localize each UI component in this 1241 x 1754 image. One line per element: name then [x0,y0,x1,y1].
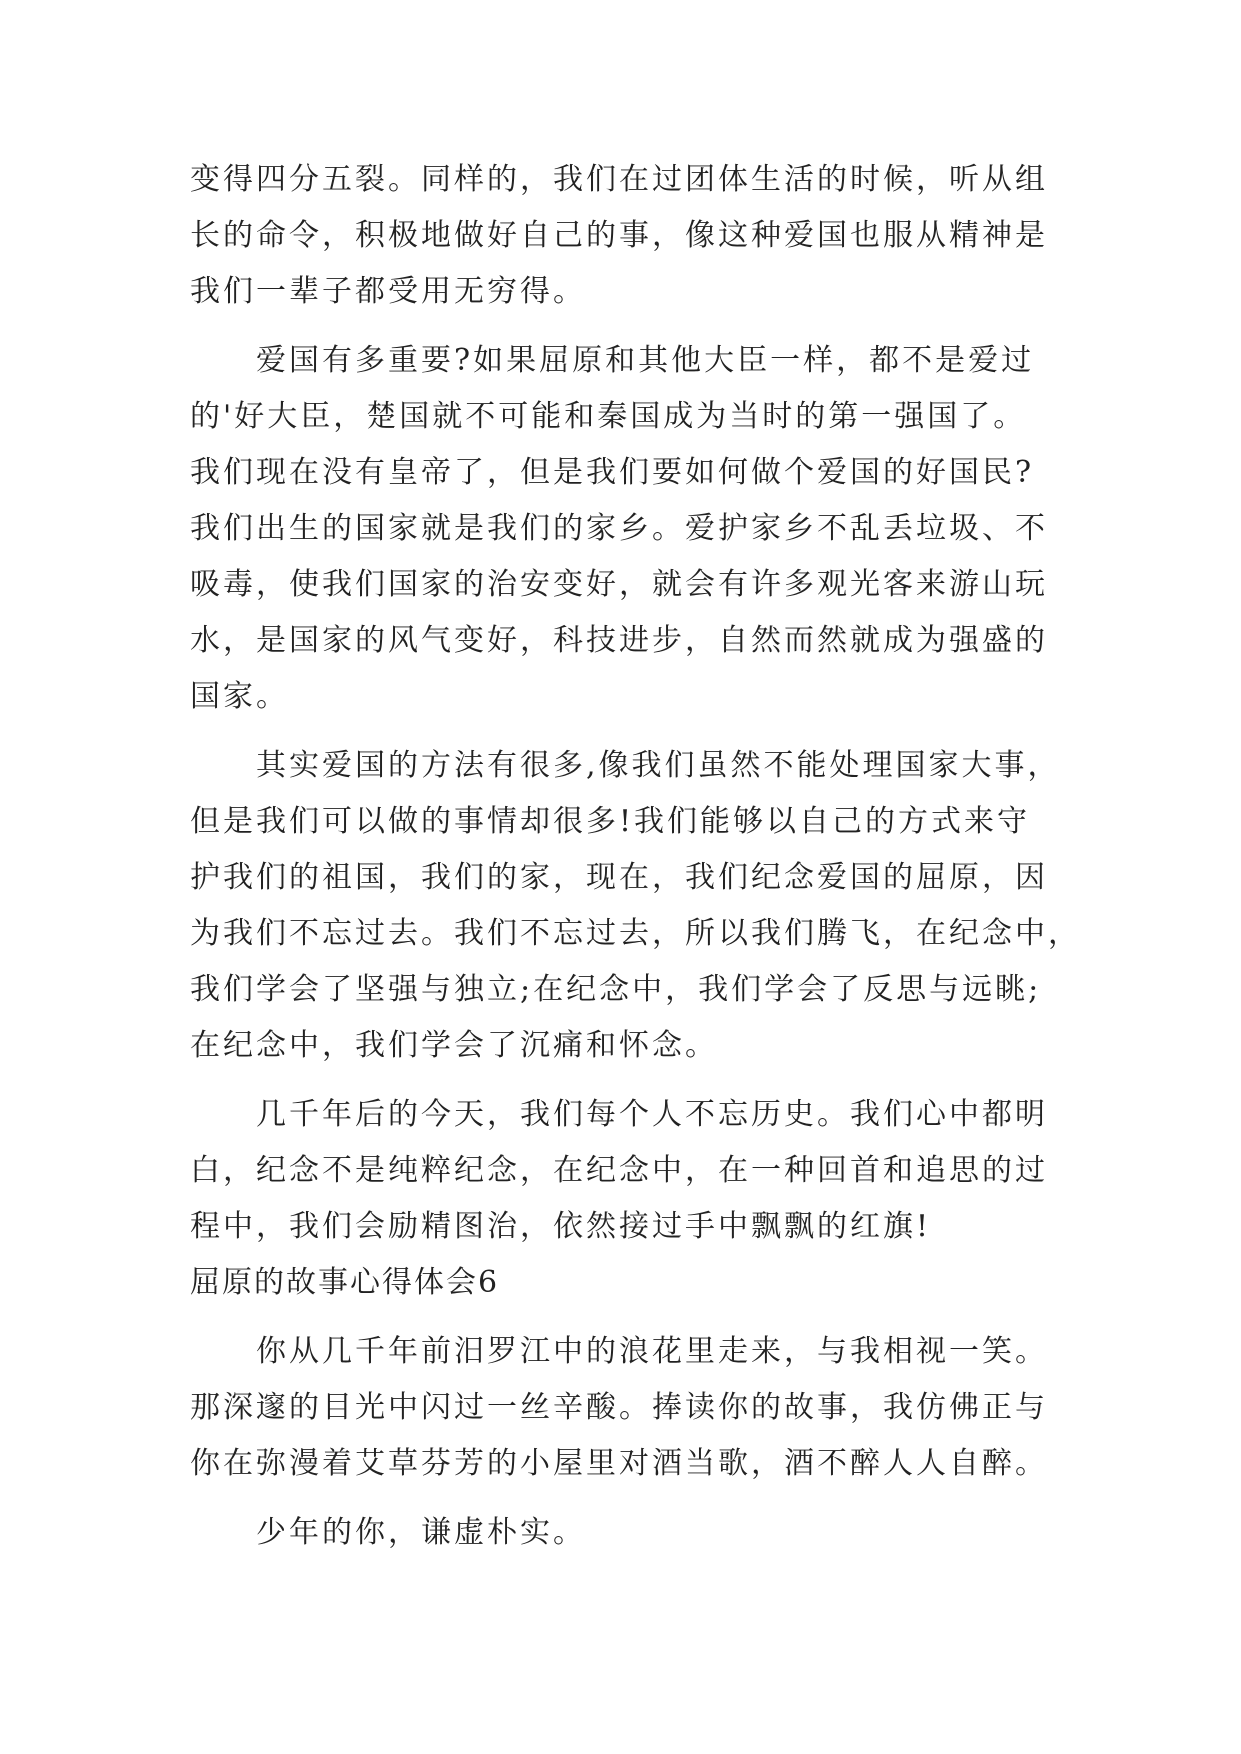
text-line: 为我们不忘过去。我们不忘过去，所以我们腾飞，在纪念中， [190,916,1081,951]
paragraph-start-line: 你从几千年前汨罗江中的浪花里走来，与我相视一笑。 [256,1334,1048,1369]
text-line: 长的命令，积极地做好自己的事，像这种爱国也服从精神是 [190,218,1048,253]
text-line: 在纪念中，我们学会了沉痛和怀念。 [190,1028,718,1063]
section-heading: 屈原的故事心得体会6 [190,1265,500,1300]
text-line: 吸毒，使我们国家的治安变好，就会有许多观光客来游山玩 [190,567,1048,602]
text-line: 护我们的祖国，我们的家，现在，我们纪念爱国的屈原，因 [190,860,1048,895]
text-line: 国家。 [190,679,289,714]
paragraph-start-line: 爱国有多重要?如果屈原和其他大臣一样，都不是爱过 [256,343,1035,378]
text-line: 我们出生的国家就是我们的家乡。爱护家乡不乱丢垃圾、不 [190,511,1048,546]
paragraph-start-line: 少年的你，谦虚朴实。 [256,1515,586,1550]
text-line: 那深邃的目光中闪过一丝辛酸。捧读你的故事，我仿佛正与 [190,1390,1048,1425]
text-line: 我们现在没有皇帝了，但是我们要如何做个爱国的好国民? [190,455,1035,490]
text-line: 白，纪念不是纯粹纪念，在纪念中，在一种回首和追思的过 [190,1153,1048,1188]
text-line: 变得四分五裂。同样的，我们在过团体生活的时候，听从组 [190,162,1048,197]
text-line: 你在弥漫着艾草芬芳的小屋里对酒当歌，酒不醉人人自醉。 [190,1446,1048,1481]
text-line: 的'好大臣，楚国就不可能和秦国成为当时的第一强国了。 [190,399,1027,434]
text-line: 我们一辈子都受用无穷得。 [190,274,586,309]
paragraph-start-line: 其实爱国的方法有很多,像我们虽然不能处理国家大事， [256,748,1061,783]
document-body [190,152,1081,1561]
text-line: 水，是国家的风气变好，科技进步，自然而然就成为强盛的 [190,623,1048,658]
text-line: 但是我们可以做的事情却很多!我们能够以自己的方式来守 [190,804,1031,839]
paragraph-start-line: 几千年后的今天，我们每个人不忘历史。我们心中都明 [256,1097,1048,1132]
text-line: 程中，我们会励精图治，依然接过手中飘飘的红旗! [190,1209,932,1244]
text-line: 我们学会了坚强与独立;在纪念中，我们学会了反思与远眺; [190,972,1042,1007]
